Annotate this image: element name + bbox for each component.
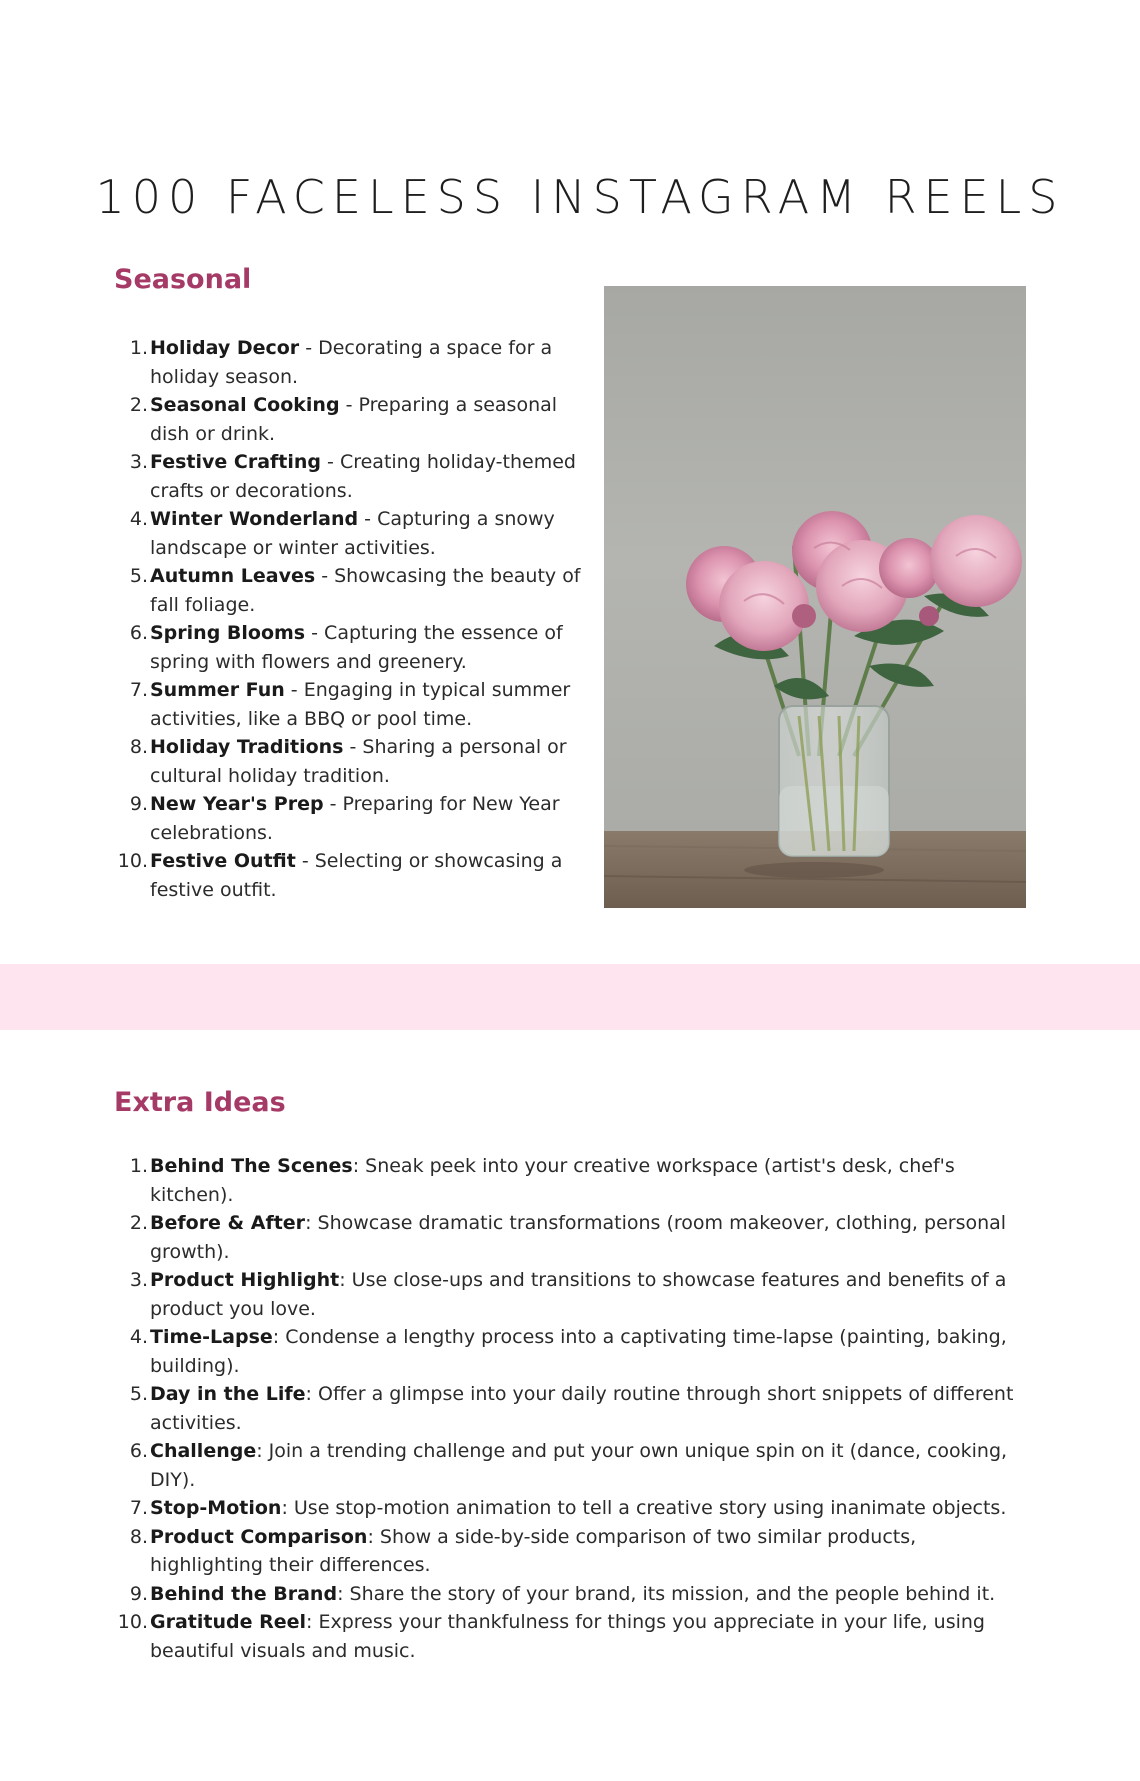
item-number: 6. <box>129 1440 148 1462</box>
item-number: 9. <box>129 1582 148 1605</box>
pink-divider-band <box>0 964 1140 1030</box>
item-description: - Showcasing the beauty of fall foliage. <box>150 565 581 616</box>
item-title: Summer Fun <box>150 679 285 701</box>
item-description: : Offer a glimpse into your daily routine through short snippets of different activities. <box>150 1383 1014 1434</box>
extra-ideas-list <box>114 1152 1034 1665</box>
item-number: 4. <box>129 1326 148 1348</box>
item-title: Day in the Life <box>150 1383 306 1405</box>
item-title: Stop-Motion <box>150 1497 282 1519</box>
item-number: 9. <box>129 793 148 815</box>
item-number: 8. <box>129 1525 148 1548</box>
list-item <box>114 1380 1034 1437</box>
item-description: : Use stop-motion animation to tell a creative story using inanimate objects. <box>281 1497 1007 1519</box>
item-description: - Selecting or showcasing a festive outfit. <box>150 850 563 901</box>
page-title: 100 FACELESS INSTAGRAM REELS <box>95 170 1065 224</box>
item-title: Holiday Decor <box>150 337 300 359</box>
item-number: 4. <box>129 508 148 530</box>
item-number: 5. <box>129 1383 148 1405</box>
list-item <box>114 1323 1034 1380</box>
item-number: 8. <box>129 736 148 758</box>
item-number: 3. <box>129 1269 148 1291</box>
item-number: 1. <box>129 1155 148 1177</box>
item-title: Seasonal Cooking <box>150 394 340 416</box>
extra-ideas-heading: Extra Ideas <box>114 1087 286 1118</box>
item-title: New Year's Prep <box>150 793 324 815</box>
item-description: - Preparing a seasonal dish or drink. <box>150 394 558 445</box>
item-title: Challenge <box>150 1440 257 1462</box>
list-item <box>114 619 584 676</box>
seasonal-list <box>114 334 584 904</box>
item-description: - Creating holiday-themed crafts or decorations. <box>150 451 576 502</box>
item-title: Holiday Traditions <box>150 736 344 758</box>
peony-vase-photo <box>604 286 1026 908</box>
peony-vase-image <box>604 286 1026 908</box>
item-title: Autumn Leaves <box>150 565 316 587</box>
item-description: : Sneak peek into your creative workspace (artist's desk, chef's kitchen). <box>150 1155 955 1206</box>
list-item <box>114 1494 1034 1523</box>
item-number: 1. <box>129 337 148 359</box>
item-number: 2. <box>129 394 148 416</box>
item-title: Festive Outfit <box>150 850 296 872</box>
item-title: Spring Blooms <box>150 622 306 644</box>
list-item <box>114 505 584 562</box>
item-description: : Share the story of your brand, its mission, and the people behind it. <box>337 1582 996 1605</box>
list-item <box>114 1523 1034 1580</box>
item-description: - Engaging in typical summer activities, like a BBQ or pool time. <box>150 679 571 730</box>
item-description: - Decorating a space for a holiday season. <box>150 337 553 388</box>
list-item <box>114 1152 1034 1209</box>
seasonal-heading: Seasonal <box>114 264 252 295</box>
item-number: 6. <box>129 622 148 644</box>
list-item <box>114 1266 1034 1323</box>
item-number: 2. <box>129 1212 148 1234</box>
item-description: : Join a trending challenge and put your own unique spin on it (dance, cooking, DIY). <box>150 1440 1008 1491</box>
list-item <box>114 448 584 505</box>
item-description: : Use close-ups and transitions to showcase features and benefits of a product you love. <box>150 1269 1007 1320</box>
item-description: : Show a side-by-side comparison of two similar products, highlighting their differences. <box>150 1525 917 1576</box>
list-item <box>114 790 584 847</box>
list-item <box>114 733 584 790</box>
list-item <box>114 1437 1034 1494</box>
item-title: Before & After <box>150 1212 306 1234</box>
item-description: : Condense a lengthy process into a captivating time-lapse (painting, baking, building). <box>150 1326 1007 1377</box>
item-number: 3. <box>129 451 148 473</box>
list-item <box>114 676 584 733</box>
item-number: 10. <box>117 850 148 872</box>
item-description: : Showcase dramatic transformations (room makeover, clothing, personal growth). <box>150 1212 1007 1263</box>
item-title: Product Comparison <box>150 1525 368 1548</box>
item-title: Behind The Scenes <box>150 1155 353 1177</box>
item-number: 7. <box>129 679 148 701</box>
list-item <box>114 1209 1034 1266</box>
item-title: Festive Crafting <box>150 451 322 473</box>
item-description: : Express your thankfulness for things you appreciate in your life, using beautiful visuals and music. <box>150 1611 985 1662</box>
list-item <box>114 334 584 391</box>
item-number: 5. <box>129 565 148 587</box>
item-title: Behind the Brand <box>150 1582 338 1605</box>
list-item <box>114 1580 1034 1609</box>
list-item <box>114 1608 1034 1665</box>
item-title: Product Highlight <box>150 1269 340 1291</box>
item-title: Time-Lapse <box>150 1326 273 1348</box>
item-number: 10. <box>117 1611 148 1633</box>
list-item <box>114 847 584 904</box>
item-title: Gratitude Reel <box>150 1611 307 1633</box>
item-number: 7. <box>129 1497 148 1519</box>
list-item <box>114 562 584 619</box>
item-description: - Capturing the essence of spring with flowers and greenery. <box>150 622 563 673</box>
list-item <box>114 391 584 448</box>
item-description: - Preparing for New Year celebrations. <box>150 793 560 844</box>
item-title: Winter Wonderland <box>150 508 359 530</box>
item-description: - Sharing a personal or cultural holiday tradition. <box>150 736 567 787</box>
item-description: - Capturing a snowy landscape or winter activities. <box>150 508 555 559</box>
